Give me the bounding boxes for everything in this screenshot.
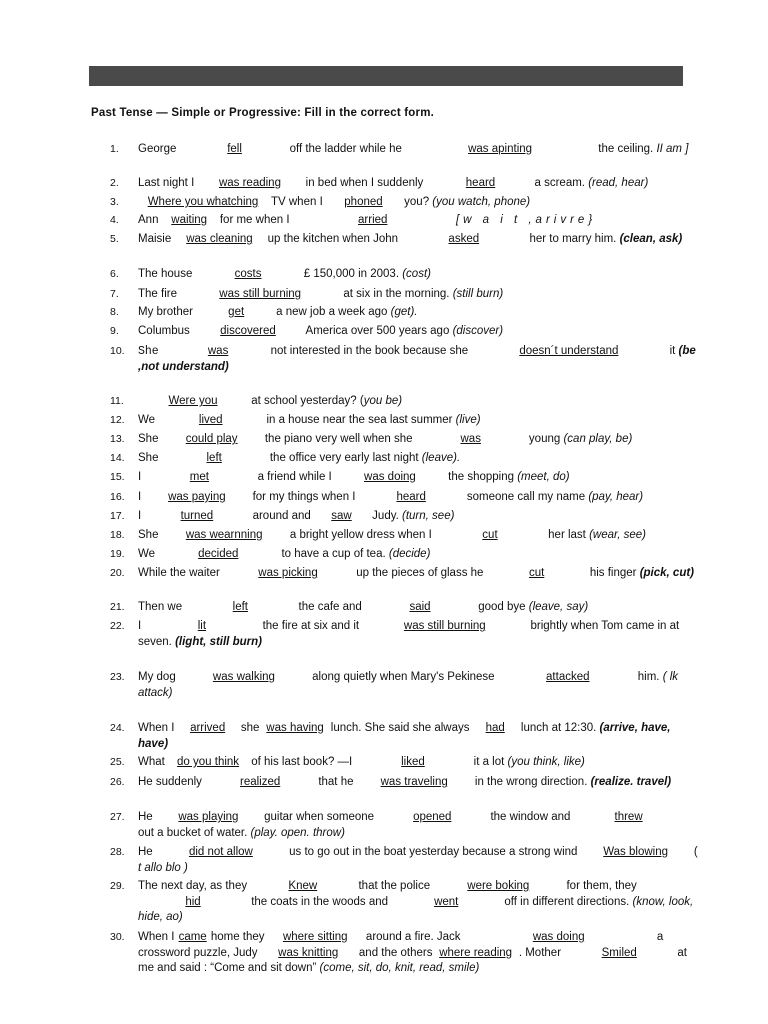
exercise-item	[110, 267, 698, 283]
sentence-text: We	[138, 548, 159, 560]
sentence-text: She	[138, 452, 162, 464]
answer-blank: Knew	[288, 880, 318, 892]
exercise-item	[110, 287, 698, 303]
sentence-text: I	[138, 620, 145, 632]
sentence-text: She	[138, 433, 162, 445]
item-sentence	[138, 509, 698, 525]
answer-blank: was doing	[364, 471, 416, 483]
item-number: 21.	[110, 601, 125, 613]
sentence-text: out a bucket of water.	[138, 826, 251, 839]
sentence-text: guitar when someone	[260, 811, 378, 823]
sentence-text: you?	[400, 196, 433, 208]
sentence-text: the piano very well when she	[261, 433, 416, 445]
sentence-text: I	[138, 491, 145, 503]
sentence-text: not interested in the book because she	[270, 345, 472, 357]
sentence-text: Last night I	[138, 177, 198, 189]
answer-blank: was paying	[168, 491, 226, 503]
item-sentence	[138, 195, 698, 211]
verb-hint: (wear, see)	[589, 529, 646, 541]
item-number: 14.	[110, 452, 125, 464]
verb-hint: (live)	[455, 414, 481, 426]
item-number: 22.	[110, 620, 125, 632]
sentence-text: We	[138, 414, 159, 426]
item-number: 1.	[110, 143, 119, 155]
sentence-text: a crossword puzzle, Judy	[138, 931, 664, 959]
verb-hint: (you watch, phone)	[432, 196, 531, 208]
verb-hint: (realize. travel)	[590, 776, 672, 788]
sentence-text: at school yesterday? (	[248, 395, 364, 407]
sentence-text: at six in the morning.	[340, 288, 453, 300]
sentence-text: He	[138, 846, 156, 858]
sentence-text: young	[525, 433, 564, 445]
exercise-item	[110, 451, 698, 467]
answer-blank: where reading	[439, 946, 513, 959]
item-sentence	[138, 413, 698, 429]
answer-blank: was	[460, 433, 481, 445]
sentence-text: a new job a week ago	[276, 306, 391, 318]
item-number: 13.	[110, 433, 125, 445]
answer-blank: went	[434, 895, 459, 908]
sentence-text: America over 500 years ago	[302, 325, 453, 337]
exercise-item	[110, 413, 698, 429]
answer-blank: arried	[358, 214, 388, 226]
sentence-text: When I	[138, 722, 178, 734]
answer-blank: had	[485, 722, 505, 734]
item-sentence	[138, 879, 698, 926]
sentence-text: at me and said : “Come and sit down”	[138, 946, 688, 974]
verb-hint: (know, look, hide, ao)	[138, 895, 694, 923]
sentence-text: Then we	[138, 601, 186, 613]
worksheet-title: Past Tense — Simple or Progressive: Fill in the correct form.	[91, 107, 435, 119]
sentence-text: £ 150,000 in 2003.	[300, 268, 403, 280]
answer-blank: said	[409, 601, 431, 613]
answer-blank: was knitting	[278, 946, 339, 959]
sentence-text: us to go out in the boat yesterday because a strong wind	[285, 846, 581, 858]
answer-blank: attacked	[546, 671, 590, 683]
verb-hint: (you think, like)	[507, 756, 585, 768]
exercise-item	[110, 394, 698, 410]
sentence-text: in bed when I suddenly	[302, 177, 427, 189]
item-number: 24.	[110, 722, 125, 734]
verb-hint: (decide)	[388, 548, 431, 560]
answer-blank: was playing	[178, 811, 239, 823]
exercise-item	[110, 670, 698, 701]
item-sentence	[138, 213, 698, 229]
sentence-text: brightly when Tom came in at seven.	[138, 620, 680, 648]
exercise-item	[110, 305, 698, 321]
answer-blank: cut	[528, 567, 545, 579]
exercise-item	[110, 721, 698, 752]
sentence-text: to have a cup of tea.	[278, 548, 389, 560]
answer-blank: get	[228, 306, 245, 318]
item-number: 27.	[110, 811, 125, 823]
sentence-text: up the kitchen when John	[264, 233, 402, 245]
sentence-text: up the pieces of glass he	[353, 567, 487, 579]
sentence-text: the ceiling.	[595, 143, 657, 155]
answer-blank: was cleaning	[186, 233, 253, 245]
sentence-text: I	[138, 471, 145, 483]
answer-blank: was wearnning	[185, 529, 263, 541]
item-number: 2.	[110, 177, 119, 189]
exercise-item	[110, 324, 698, 340]
sentence-text: her to marry him.	[526, 233, 620, 245]
answer-blank: were boking	[467, 880, 530, 892]
exercise-item	[110, 547, 698, 563]
verb-hint: (be ,not understand)	[138, 345, 696, 373]
verb-hint: (pay, hear)	[588, 491, 644, 503]
answer-blank: Where you whatching	[147, 196, 259, 208]
item-sentence	[138, 930, 698, 977]
sentence-text: home they	[207, 931, 268, 943]
answer-blank: hid	[185, 895, 201, 908]
item-sentence	[138, 810, 698, 841]
sentence-text: his finger	[586, 567, 640, 579]
sentence-text: My dog	[138, 671, 179, 683]
sentence-text: I	[138, 510, 145, 522]
item-sentence	[138, 547, 698, 563]
sentence-text: The fire	[138, 288, 181, 300]
verb-hint: (pick, cut)	[639, 567, 695, 579]
answer-blank: decided	[198, 548, 239, 560]
item-number: 28.	[110, 846, 125, 858]
exercise-item	[110, 619, 698, 650]
verb-hint: (leave).	[421, 452, 461, 464]
item-sentence	[138, 566, 698, 582]
item-sentence	[138, 775, 698, 791]
answer-blank: lit	[197, 620, 207, 632]
item-number: 30.	[110, 931, 125, 943]
sentence-text: . Mother	[515, 946, 565, 959]
answer-blank: was still burning	[219, 288, 302, 300]
item-number: 12.	[110, 414, 125, 426]
sentence-text: (	[690, 846, 698, 858]
answer-blank: saw	[331, 510, 352, 522]
sentence-text: that the police	[355, 880, 434, 892]
answer-blank: left	[206, 452, 222, 464]
sentence-text: the shopping	[444, 471, 518, 483]
item-sentence	[138, 176, 698, 192]
exercise-item	[110, 232, 698, 248]
exercise-item	[110, 566, 698, 582]
answer-blank: waiting	[171, 214, 208, 226]
verb-hint: [w a i t ,arivre}	[455, 214, 597, 226]
item-number: 23.	[110, 671, 125, 683]
verb-hint: (discover)	[452, 325, 504, 337]
item-number: 15.	[110, 471, 125, 483]
answer-blank: realized	[239, 776, 281, 788]
sentence-text: it	[666, 345, 679, 357]
item-sentence	[138, 755, 698, 771]
answer-blank: did not allow	[188, 846, 253, 858]
exercise-item	[110, 775, 698, 791]
answer-blank: heard	[396, 491, 426, 503]
item-number: 10.	[110, 345, 125, 357]
answer-blank: asked	[448, 233, 480, 245]
answer-blank: where sitting	[282, 931, 348, 943]
sentence-text: She	[138, 345, 166, 358]
sentence-text: lunch at 12:30.	[517, 722, 600, 734]
sentence-text: The next day, as they	[138, 880, 251, 892]
sentence-text: someone call my name	[463, 491, 589, 503]
item-sentence	[138, 470, 698, 486]
sentence-text: and the others	[355, 946, 436, 959]
sentence-text: the cafe and	[295, 601, 366, 613]
item-number: 18.	[110, 529, 125, 541]
exercise-item	[110, 845, 698, 876]
item-number: 5.	[110, 233, 119, 245]
exercise-item	[110, 810, 698, 841]
exercise-item	[110, 432, 698, 448]
answer-blank: left	[232, 601, 248, 613]
answer-blank: phoned	[344, 196, 383, 208]
verb-hint: you be)	[363, 395, 403, 407]
answer-blank: Was blowing	[603, 846, 669, 858]
sentence-text: Columbus	[138, 325, 193, 337]
verb-hint: (read, hear)	[588, 177, 649, 189]
sentence-text: the office very early last night	[266, 452, 422, 464]
item-sentence	[138, 528, 698, 544]
sentence-text: While the waiter	[138, 567, 224, 579]
item-sentence	[138, 287, 698, 303]
item-number: 20.	[110, 567, 125, 579]
exercise-item	[110, 195, 698, 211]
exercise-item	[110, 528, 698, 544]
item-number: 16.	[110, 491, 125, 503]
sentence-text: around and	[249, 510, 314, 522]
sentence-text: her last	[544, 529, 590, 541]
answer-blank: cut	[482, 529, 498, 541]
item-sentence	[138, 490, 698, 506]
answer-blank: fell	[227, 143, 242, 155]
item-number: 6.	[110, 268, 119, 280]
sentence-text: for my things when I	[249, 491, 359, 503]
answer-blank: was picking	[258, 567, 318, 579]
verb-hint: ( lk attack)	[138, 671, 679, 699]
answer-blank: Were you	[168, 395, 218, 407]
answer-blank: lived	[198, 414, 223, 426]
sentence-text: The house	[138, 268, 196, 280]
sentence-text: Maisie	[138, 233, 175, 245]
exercise-item	[110, 344, 698, 375]
sentence-text: When I	[138, 931, 178, 943]
item-sentence	[138, 232, 698, 248]
verb-hint: (light, still burn)	[175, 635, 262, 648]
verb-hint: (turn, see)	[402, 510, 455, 522]
answer-blank: heard	[465, 177, 496, 189]
answer-blank: was still burning	[403, 620, 486, 632]
item-number: 3.	[110, 196, 119, 208]
exercise-item	[110, 490, 698, 506]
item-sentence	[138, 451, 698, 467]
verb-hint: (come, sit, do, knit, read, smile)	[319, 962, 480, 974]
item-number: 9.	[110, 325, 119, 337]
sentence-text: of his last book? —I	[248, 756, 356, 768]
answer-blank: Smiled	[601, 946, 637, 959]
sentence-text: a friend while I	[254, 471, 335, 483]
item-number: 4.	[110, 214, 119, 226]
item-sentence	[138, 432, 698, 448]
verb-hint: (get).	[390, 306, 418, 318]
sentence-text: Ann	[138, 214, 162, 226]
answer-blank: was traveling	[380, 776, 448, 788]
item-sentence	[138, 845, 698, 876]
item-number: 7.	[110, 288, 119, 300]
verb-hint: (can play, be)	[563, 433, 633, 445]
answer-blank: was reading	[218, 177, 281, 189]
answer-blank: was apinting	[468, 143, 533, 155]
sentence-text: off the ladder while he	[289, 143, 406, 155]
sentence-text: along quietly when Mary's Pekinese	[308, 671, 498, 683]
verb-hint: (leave, say)	[528, 601, 589, 613]
answer-blank: do you think	[177, 756, 240, 768]
sentence-text: the coats in the woods and	[248, 895, 392, 908]
item-sentence	[138, 670, 698, 701]
answer-blank: met	[189, 471, 209, 483]
item-number: 25.	[110, 756, 125, 768]
answer-blank: doesn´t understand	[519, 345, 619, 357]
verb-hint: II am ]	[656, 143, 689, 155]
sentence-text: TV when I	[268, 196, 326, 208]
sentence-text: He suddenly	[138, 776, 206, 788]
sentence-text: in a house near the sea last summer	[263, 414, 456, 426]
answer-blank: was having	[266, 722, 324, 734]
sentence-text: she	[237, 722, 263, 734]
sentence-text: off in different directions.	[501, 895, 633, 908]
answer-blank: was doing	[532, 931, 585, 943]
sentence-text: the fire at six and it	[259, 620, 363, 632]
sentence-text: She	[138, 529, 162, 541]
sentence-text: for them, they	[563, 880, 637, 892]
answer-blank: threw	[614, 811, 643, 823]
exercise-item	[110, 142, 698, 158]
verb-hint: t allo blo )	[138, 861, 188, 874]
item-sentence	[138, 142, 698, 158]
exercise-item	[110, 930, 698, 977]
item-sentence	[138, 619, 698, 650]
item-number: 11.	[110, 395, 124, 407]
item-number: 26.	[110, 776, 125, 788]
answer-blank: opened	[413, 811, 452, 823]
item-sentence	[138, 721, 698, 752]
answer-blank: could play	[185, 433, 238, 445]
sentence-text: a scream.	[534, 177, 589, 189]
item-number: 19.	[110, 548, 125, 560]
item-number: 17.	[110, 510, 125, 522]
verb-hint: (still burn)	[452, 288, 504, 300]
sentence-text: him.	[637, 671, 663, 683]
answer-blank: came	[178, 931, 207, 943]
sentence-text: George	[138, 143, 180, 155]
sentence-text: in the wrong direction.	[471, 776, 591, 788]
answer-blank: was walking	[212, 671, 275, 683]
exercise-item	[110, 470, 698, 486]
item-sentence	[138, 600, 698, 616]
sentence-text: Judy.	[368, 510, 403, 522]
sentence-text: My brother	[138, 306, 197, 318]
answer-blank: costs	[234, 268, 262, 280]
answer-blank: turned	[180, 510, 214, 522]
sentence-text: that he	[315, 776, 357, 788]
item-sentence	[138, 394, 698, 410]
sentence-text: What	[138, 756, 169, 768]
verb-hint: (meet, do)	[517, 471, 570, 483]
verb-hint: (clean, ask)	[619, 233, 683, 245]
exercise-item	[110, 600, 698, 616]
sentence-text: lunch. She said she always	[327, 722, 473, 734]
answer-blank: arrived	[190, 722, 226, 734]
header-bar	[89, 66, 683, 86]
exercise-item	[110, 176, 698, 192]
answer-blank: liked	[401, 756, 425, 768]
item-sentence	[138, 267, 698, 283]
verb-hint: (play. open. throw)	[250, 826, 345, 839]
item-sentence	[138, 324, 698, 340]
answer-blank: discovered	[220, 325, 276, 337]
sentence-text: for me when I	[216, 214, 293, 226]
exercise-item	[110, 879, 698, 926]
exercise-item	[110, 755, 698, 771]
item-number: 29.	[110, 880, 125, 892]
sentence-text: a bright yellow dress when I	[286, 529, 435, 541]
item-number: 8.	[110, 306, 119, 318]
sentence-text: it a lot	[470, 756, 508, 768]
exercise-item	[110, 213, 698, 229]
verb-hint: (cost)	[402, 268, 431, 280]
sentence-text: good bye	[475, 601, 529, 613]
sentence-text: the window and	[487, 811, 574, 823]
item-sentence	[138, 305, 698, 321]
sentence-text: He	[138, 811, 156, 823]
exercise-item	[110, 509, 698, 525]
item-sentence	[138, 344, 698, 375]
sentence-text: around a fire. Jack	[362, 931, 464, 943]
verb-hint: (arrive, have, have)	[138, 722, 671, 750]
answer-blank: was	[207, 345, 229, 357]
